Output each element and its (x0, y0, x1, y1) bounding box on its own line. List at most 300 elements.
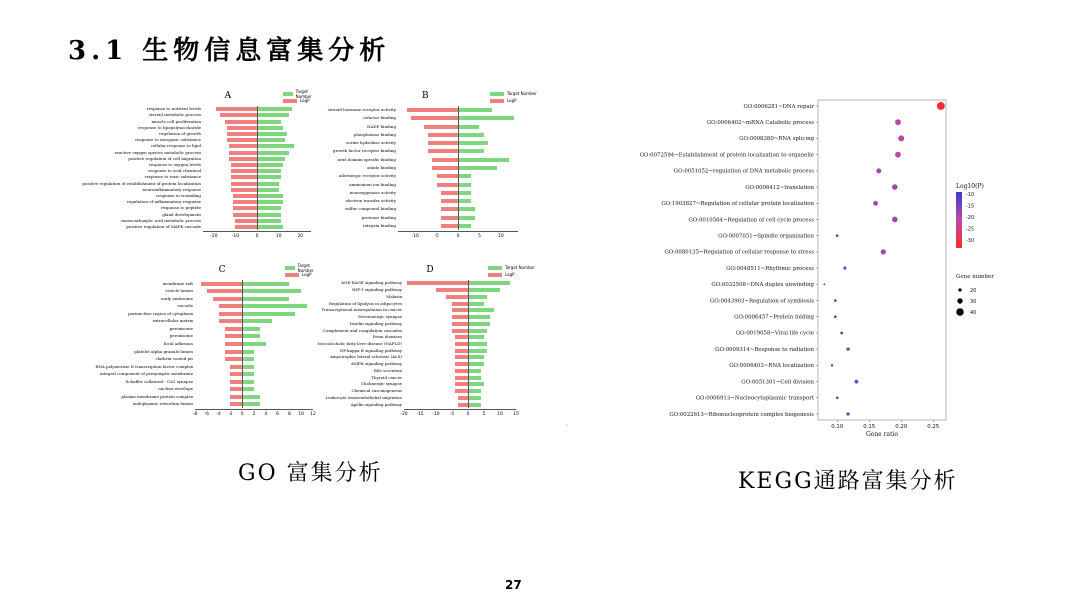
category-label: GO:0051052~regulation of DNA metabolic process (673, 168, 814, 175)
term-label: NADP binding (367, 123, 396, 129)
logp-bar (230, 395, 242, 399)
category-label: GO:0009314~Response to radiation (715, 346, 814, 353)
color-legend-tick: -15 (966, 203, 975, 210)
x-tick-label: -2 (228, 412, 233, 417)
term-label: focal adhesion (163, 341, 193, 346)
target-number-bar (257, 132, 287, 136)
x-tick-label: 10 (497, 412, 503, 417)
x-tick-label: -10 (231, 234, 240, 239)
color-legend-tick: -25 (966, 226, 975, 233)
logp-bar (230, 387, 242, 391)
term-label: nuclear envelope (158, 386, 193, 392)
term-label: Malaria (386, 293, 402, 299)
target-number-bar (468, 302, 484, 306)
term-label: Amyotrophic lateral sclerosis (ALS) (329, 354, 402, 360)
logp-bar (411, 116, 458, 120)
logp-bar (452, 308, 468, 312)
term-label: vacuole (177, 303, 193, 309)
target-number-bar (468, 308, 494, 312)
target-number-bar (242, 372, 254, 376)
size-legend-dot (958, 288, 961, 291)
logp-bar (229, 157, 257, 161)
data-point (873, 201, 878, 206)
data-point (937, 102, 945, 110)
target-number-bar (257, 163, 283, 167)
logp-bar (233, 194, 257, 198)
term-label: response to nutrient levels (146, 106, 201, 112)
target-number-bar (242, 297, 289, 301)
logp-bar (452, 329, 468, 333)
size-legend-dot (956, 308, 964, 316)
term-label: integral component of presynaptic membrane (99, 371, 193, 377)
data-point (846, 412, 849, 415)
data-point (846, 348, 849, 351)
x-tick-label: -10 (432, 412, 440, 417)
category-label: GO:0006403~RNA localization (729, 363, 814, 370)
target-number-bar (242, 334, 260, 338)
logp-bar (432, 158, 458, 162)
slide-title: 3.1 生物信息富集分析 (68, 36, 391, 66)
logp-bar (455, 335, 468, 339)
plot-frame (818, 100, 946, 420)
logp-bar (216, 107, 257, 111)
term-label: integrin binding (363, 222, 396, 228)
term-label: perinuclear region of cytoplasm (128, 310, 193, 316)
target-number-bar (242, 350, 254, 354)
term-label: early endosome (160, 295, 193, 301)
term-label: HIF-1 signaling pathway (352, 287, 402, 293)
target-number-bar (468, 362, 484, 366)
logp-bar (455, 349, 468, 353)
logp-bar (233, 213, 257, 217)
zero-axis (257, 106, 258, 230)
data-point (834, 299, 837, 302)
target-number-bar (257, 182, 279, 186)
logp-bar (219, 312, 243, 316)
x-tick-label: 8 (287, 412, 291, 417)
panel-label: D (426, 265, 434, 275)
data-point (836, 396, 839, 399)
logp-bar (219, 304, 243, 308)
panel-legend (283, 90, 316, 104)
term-label: monoxygenase activity (349, 189, 396, 195)
go-panel-b (327, 88, 560, 248)
target-number-bar (458, 199, 471, 203)
color-legend-title: Log10(P) (956, 183, 984, 190)
logp-bar (455, 382, 468, 386)
term-label: response to wounding (156, 192, 201, 198)
x-tick-label: 12 (310, 412, 316, 417)
target-number-bar (468, 349, 487, 353)
target-number-bar (257, 188, 279, 192)
term-label: NF-kappa B signaling pathway (339, 347, 402, 353)
term-label: platelet alpha granule lumen (134, 348, 193, 354)
target-number-bar (468, 396, 481, 400)
logp-bar (458, 403, 468, 407)
data-point (881, 249, 886, 254)
logp-bar (452, 315, 468, 319)
kegg-caption: KEGG通路富集分析 (738, 469, 958, 494)
target-number-bar (468, 295, 487, 299)
x-tick-label: 0 (240, 412, 244, 417)
legend-swatch (283, 99, 297, 103)
target-number-bar (242, 380, 254, 384)
color-legend-tick: -10 (966, 192, 975, 198)
target-number-bar (468, 329, 487, 333)
target-number-bar (458, 108, 492, 112)
size-legend-label: 40 (970, 310, 977, 316)
term-label: clathrin-coated pit (155, 356, 193, 362)
target-number-bar (242, 327, 260, 331)
logp-bar (235, 225, 257, 229)
category-label: GO:0019058~Viral life cycle (735, 330, 814, 337)
target-number-bar (458, 116, 514, 120)
category-label: GO:0051301~Cell division (741, 379, 814, 386)
target-number-bar (242, 312, 295, 316)
term-label: neuroinflammatory response (142, 186, 201, 192)
legend-swatch (285, 266, 295, 270)
category-label: GO:0048511~Rhythmic process (726, 265, 814, 272)
x-axis-label: Gene ratio (865, 431, 899, 438)
logp-bar (452, 322, 468, 326)
logp-bar (455, 355, 468, 359)
target-number-bar (257, 126, 283, 130)
x-tick-label: -6 (204, 412, 210, 417)
term-label: Thyroid cancer (371, 374, 402, 380)
logp-bar (446, 295, 468, 299)
term-label: cellular response to lipid (150, 143, 201, 149)
term-label: RNA polymerase II transcription factor complex (95, 363, 193, 369)
logp-bar (441, 199, 458, 203)
category-label: GO:0022613~Ribonucleoprotein complex biogenesis (669, 411, 814, 418)
logp-bar (441, 191, 458, 195)
size-legend-label: 20 (970, 288, 977, 294)
x-tick-label: 0 (466, 412, 470, 417)
logp-bar (432, 166, 458, 170)
target-number-bar (242, 357, 254, 361)
target-number-bar (468, 376, 481, 380)
target-number-bar (257, 107, 292, 111)
logp-bar (225, 357, 243, 361)
x-tick-label: 0.10 (831, 424, 844, 430)
category-label: GO:0006913~Nucleocytoplasmic transport (695, 395, 814, 402)
term-label: muscle cell proliferation (151, 118, 201, 124)
x-tick-label: 2 (252, 412, 256, 417)
go-panel-a (82, 88, 315, 248)
logp-bar (455, 376, 468, 380)
logp-bar (230, 402, 242, 406)
term-label: sulfur compound binding (345, 206, 396, 212)
legend-swatch (490, 99, 504, 103)
category-label: GO:0043903~Regulation of symbiosis (709, 298, 814, 305)
term-label: response to toxic substance (144, 174, 201, 180)
size-legend-title: Gene number (956, 274, 994, 280)
target-number-bar (468, 389, 481, 393)
term-label: AGE-RAGE signaling pathway (341, 280, 402, 286)
logp-bar (201, 282, 242, 286)
target-number-bar (468, 315, 490, 319)
term-label: response to peptide (160, 205, 201, 211)
panel-legend (488, 264, 535, 278)
data-point (840, 332, 843, 335)
logp-bar (428, 149, 458, 153)
target-number-bar (458, 149, 484, 153)
target-number-bar (257, 120, 281, 124)
logp-bar (437, 183, 458, 187)
x-tick-label: 6 (276, 412, 280, 417)
x-tick-label: 20 (297, 234, 304, 239)
x-tick-label: 10 (497, 234, 504, 239)
zero-axis (468, 280, 469, 408)
term-label: positive regulation of cell migration (128, 155, 201, 161)
term-label: serine hydrolase activity (346, 140, 396, 146)
logp-bar (229, 144, 257, 148)
logp-bar (227, 126, 257, 130)
target-number-bar (458, 125, 479, 129)
term-label: plasma membrane protein complex (121, 393, 193, 399)
logp-bar (225, 327, 243, 331)
data-point (898, 135, 904, 141)
x-tick-label: -8 (192, 412, 198, 417)
target-number-bar (257, 206, 281, 210)
color-legend-bar (956, 192, 962, 248)
x-tick-label: 0.15 (863, 424, 876, 430)
target-number-bar (468, 369, 481, 373)
term-label: regulation of inflammatory response (126, 199, 201, 205)
color-legend-tick: -30 (966, 238, 975, 244)
target-number-bar (257, 225, 283, 229)
term-label: Cholinergic synapse (360, 381, 402, 387)
logp-bar (227, 138, 257, 142)
logp-bar (219, 319, 243, 323)
legend-label: Target Number (295, 88, 312, 99)
target-number-bar (257, 219, 281, 223)
term-label: steroid hormone receptor activity (327, 107, 396, 113)
data-point (834, 315, 837, 318)
target-number-bar (242, 289, 301, 293)
term-label: vesicle lumen (165, 288, 193, 294)
x-tick-label: 5 (477, 234, 481, 239)
legend-label: Target Number (297, 262, 314, 273)
category-label: GO:0006281~DNA repair (743, 103, 814, 110)
term-label: positive regulation of establishment of protein localization (82, 180, 201, 186)
data-point (895, 152, 901, 158)
logp-bar (230, 380, 242, 384)
category-label: GO:0006402~mRNA Catabolic process (706, 120, 814, 127)
x-tick-label: -20 (400, 412, 408, 417)
data-point (895, 119, 901, 125)
target-number-bar (468, 281, 510, 285)
x-tick-label: 0 (456, 234, 460, 239)
legend-swatch (283, 92, 293, 96)
logp-bar (227, 132, 257, 136)
term-label: phosphatase binding (353, 131, 396, 137)
stray-mark: , (566, 420, 568, 427)
x-axis (195, 409, 313, 410)
category-label: GO:0008380~RNA splicing (739, 136, 814, 143)
target-number-bar (242, 365, 254, 369)
target-number-bar (257, 138, 285, 142)
zero-axis (242, 280, 243, 408)
go-panel-d (317, 262, 560, 426)
logp-bar (225, 334, 243, 338)
category-label: GO:0010564~Regulation of cell cycle process (688, 217, 814, 224)
term-label: amide binding (366, 165, 396, 170)
category-label: GO:1903827~Regulation of cellular protein localization (661, 201, 814, 208)
logp-bar (229, 151, 257, 155)
x-tick-label: 10 (298, 412, 305, 417)
target-number-bar (458, 216, 475, 220)
panel-legend (285, 264, 318, 278)
page-number: 27 (505, 578, 522, 592)
target-number-bar (468, 322, 490, 326)
target-number-bar (458, 158, 509, 162)
logp-bar (207, 289, 242, 293)
term-label: ammonium ion binding (349, 181, 396, 187)
data-point (892, 184, 898, 190)
panel-label: A (224, 91, 232, 101)
logp-bar (452, 302, 468, 306)
x-tick-label: 4 (264, 412, 268, 417)
target-number-bar (242, 304, 307, 308)
x-tick-label: -5 (434, 234, 439, 239)
logp-bar (424, 125, 458, 129)
target-number-bar (458, 207, 475, 211)
term-label: Apelin signaling pathway (350, 401, 402, 407)
logp-bar (233, 200, 257, 204)
term-label: gland development (162, 211, 201, 217)
target-number-bar (257, 151, 289, 155)
x-axis (404, 409, 516, 410)
logp-bar (231, 188, 257, 192)
term-label: next domain specific binding (337, 156, 396, 162)
term-label: regulation of growth (159, 130, 201, 136)
target-number-bar (458, 183, 471, 187)
term-label: adrenergic receptor activity (339, 173, 396, 179)
target-number-bar (468, 382, 484, 386)
logp-bar (436, 288, 468, 292)
x-tick-label: 5 (482, 412, 486, 417)
term-label: extracellular matrix (152, 318, 193, 324)
target-number-bar (242, 342, 266, 346)
category-label: GO:0032508~DNA duplex unwinding (711, 282, 814, 289)
x-tick-label: -4 (216, 412, 221, 417)
target-number-bar (468, 403, 481, 407)
legend-label: LogP (505, 272, 515, 277)
x-axis (398, 231, 518, 232)
logp-bar (225, 350, 243, 354)
x-tick-label: 10 (275, 234, 282, 239)
term-label: cofactor binding (362, 115, 396, 121)
logp-bar (441, 224, 458, 228)
term-label: Serotonergic synapse (358, 314, 402, 320)
legend-swatch (490, 92, 504, 96)
logp-bar (220, 113, 257, 117)
target-number-bar (468, 355, 484, 359)
target-number-bar (458, 133, 484, 137)
term-label: Chemical carcinogenesis (351, 388, 402, 394)
logp-bar (233, 206, 257, 210)
panel-label: C (218, 265, 226, 275)
logp-bar (231, 169, 257, 173)
target-number-bar (242, 282, 289, 286)
legend-label: LogP (300, 98, 310, 103)
legend-swatch (488, 273, 502, 277)
target-number-bar (242, 387, 254, 391)
logp-bar (407, 281, 468, 285)
logp-bar (455, 342, 468, 346)
logp-bar (407, 108, 458, 112)
logp-bar (437, 174, 458, 178)
data-point (831, 364, 833, 366)
logp-bar (230, 365, 242, 369)
data-point (892, 217, 898, 223)
x-tick-label: 0 (255, 234, 259, 239)
term-label: response to acid chemical (148, 168, 201, 174)
target-number-bar (458, 224, 471, 228)
term-label: reactive oxygen species metabolic process (114, 149, 201, 155)
data-point (855, 380, 859, 384)
target-number-bar (458, 141, 488, 145)
data-point (876, 168, 881, 173)
x-axis (203, 231, 311, 232)
go-caption: GO 富集分析 (238, 461, 383, 486)
data-point (823, 283, 825, 285)
term-label: monocarboxylic acid metabolic process (121, 217, 201, 223)
target-number-bar (257, 144, 294, 148)
target-number-bar (257, 213, 281, 217)
logp-bar (428, 133, 458, 137)
data-point (836, 234, 839, 237)
term-label: AMPK signaling pathway (351, 361, 402, 367)
legend-label: Target Number (507, 91, 537, 96)
data-point (843, 267, 846, 270)
x-tick-label: -5 (449, 412, 455, 417)
size-legend-label: 30 (970, 299, 977, 305)
term-label: peroxisome (169, 333, 193, 339)
logp-bar (455, 389, 468, 393)
logp-bar (231, 163, 257, 167)
term-label: Prion diseases (372, 334, 402, 340)
target-number-bar (242, 402, 260, 406)
legend-swatch (285, 273, 299, 277)
term-label: Leukocyte transendothelial migration (325, 394, 402, 400)
logp-bar (455, 369, 468, 373)
target-number-bar (468, 335, 484, 339)
legend-label: LogP (507, 98, 517, 103)
term-label: Insulin signaling pathway (349, 320, 402, 326)
kegg-bubble-chart (639, 92, 1000, 438)
logp-bar (213, 297, 243, 301)
target-number-bar (468, 342, 487, 346)
logp-bar (225, 120, 257, 124)
term-label: response to inorganic substance (135, 137, 201, 143)
target-number-bar (458, 191, 471, 195)
logp-bar (458, 396, 468, 400)
x-tick-label: 0.20 (895, 424, 908, 430)
term-label: steroid metabolic process (148, 112, 201, 118)
category-label: GO:0080135~Regulation of cellular response to stress (664, 249, 814, 256)
logp-bar (428, 141, 458, 145)
term-label: Complement and coagulation cascades (322, 327, 402, 333)
x-tick-label: 15 (513, 412, 519, 417)
target-number-bar (257, 169, 281, 173)
x-tick-label: 0.25 (927, 424, 940, 430)
term-label: positive regulation of MAPK cascade (126, 223, 201, 229)
term-label: endoplasmic reticulum lumen (132, 401, 193, 407)
logp-bar (441, 216, 458, 220)
x-tick-label: -15 (416, 412, 424, 417)
